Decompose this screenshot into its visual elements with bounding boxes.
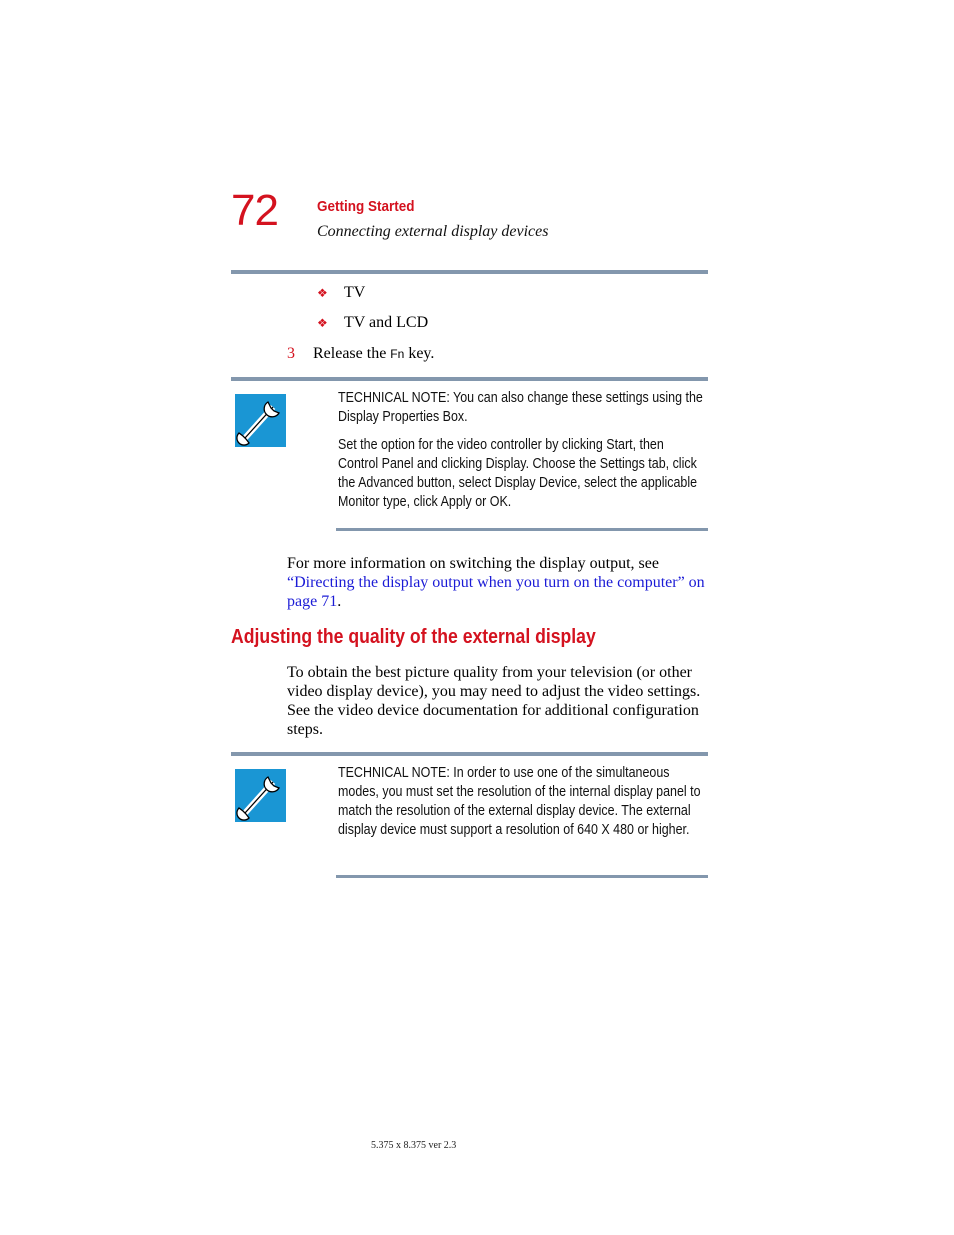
cross-reference-link[interactable]: “Directing the display output when you turn on the computer” on page 71 xyxy=(287,574,705,610)
section-heading: Adjusting the quality of the external display xyxy=(231,626,596,648)
step-number: 3 xyxy=(287,345,295,362)
header-rule xyxy=(231,270,708,274)
list-item xyxy=(317,314,428,332)
note-top-rule xyxy=(231,752,708,756)
note-bottom-rule xyxy=(336,528,708,531)
more-info-paragraph xyxy=(287,554,707,611)
note-bottom-rule xyxy=(336,875,708,878)
technical-note-text: TECHNICAL NOTE: In order to use one of the simultaneous modes, you must set the resolution of the internal display panel to match the resolution of the external display device. The external display device must support a resolution of 640 X 480 or higher. xyxy=(338,765,701,838)
technical-note-text: TECHNICAL NOTE: You can also change these settings using the Display Properties Box. xyxy=(338,390,703,425)
page-footer: 5.375 x 8.375 ver 2.3 xyxy=(371,1140,457,1151)
list-item xyxy=(317,284,365,302)
step-text-end: key. xyxy=(404,345,435,362)
list-item-label: TV xyxy=(344,284,366,301)
diamond-bullet-icon: ❖ xyxy=(317,316,328,330)
step-item xyxy=(287,344,434,364)
wrench-icon xyxy=(235,769,286,822)
section-title: Getting Started xyxy=(317,198,415,215)
list-item-label: TV and LCD xyxy=(344,314,429,331)
diamond-bullet-icon: ❖ xyxy=(317,286,328,300)
more-info-text: For more information on switching the display output, see xyxy=(287,555,659,572)
subsection-title: Connecting external display devices xyxy=(317,223,549,240)
key-label: Fn xyxy=(390,347,405,361)
section-body: To obtain the best picture quality from your television (or other video display device), you may need to adjust the video settings. See the video device documentation for additional configuration steps. xyxy=(287,664,701,738)
more-info-end: . xyxy=(337,593,342,610)
step-text: Release the xyxy=(313,345,391,362)
technical-note-text: Set the option for the video controller by clicking Start, then Control Panel and clicking Display. Choose the Settings tab, click the Advanced button, select Display Device, select the applicable Monitor type, click Apply or OK. xyxy=(338,437,698,510)
wrench-icon xyxy=(235,394,286,447)
page-number: 72 xyxy=(231,186,278,235)
note-top-rule xyxy=(231,377,708,381)
